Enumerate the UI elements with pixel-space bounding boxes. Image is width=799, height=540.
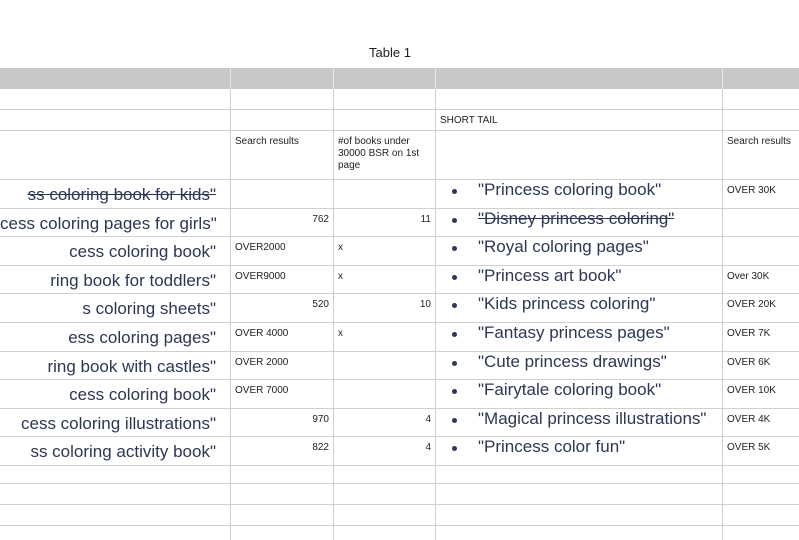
keyword-cell-left[interactable]: ss coloring activity book" xyxy=(30,442,216,462)
search-results-cell[interactable]: OVER2000 xyxy=(235,242,286,254)
bullet-icon xyxy=(452,418,457,423)
keyword-cell-right[interactable] xyxy=(436,180,722,208)
keyword-cell-left[interactable]: cess coloring book" xyxy=(69,385,216,405)
search-results-cell[interactable]: 822 xyxy=(312,442,329,454)
search-results-cell[interactable]: 520 xyxy=(312,299,329,311)
table-header-bar xyxy=(0,68,799,89)
table-row[interactable] xyxy=(0,110,799,131)
column-header-search-results-right: Search results xyxy=(727,136,791,147)
keyword-cell-left[interactable]: ss coloring book for kids" xyxy=(27,185,216,204)
bullet-icon xyxy=(452,275,457,280)
keyword-cell-left[interactable]: cess coloring pages for girls" xyxy=(0,213,217,233)
bullet-icon xyxy=(452,389,457,394)
search-results-cell-right[interactable] xyxy=(723,209,799,237)
keyword-text: "Cute princess drawings" xyxy=(478,351,667,371)
keyword-text: "Fairytale coloring book" xyxy=(478,380,662,400)
keyword-cell-left[interactable]: cess coloring illustrations" xyxy=(20,413,216,433)
search-results-cell-right[interactable]: OVER 5K xyxy=(727,442,771,454)
keyword-cell-left[interactable]: ess coloring pages" xyxy=(68,328,216,347)
keyword-text: "Princess coloring book" xyxy=(478,180,662,199)
bullet-icon xyxy=(452,218,457,223)
table-row[interactable] xyxy=(0,352,799,381)
keyword-cell-right[interactable] xyxy=(436,352,722,380)
header-separator xyxy=(722,68,723,89)
search-results-cell-right[interactable]: OVER 10K xyxy=(727,385,776,397)
table-row[interactable] xyxy=(0,237,799,266)
search-results-cell[interactable]: OVER 4000 xyxy=(235,328,289,339)
books-under-bsr-cell[interactable] xyxy=(334,380,435,408)
search-results-cell[interactable]: OVER9000 xyxy=(235,270,286,282)
keyword-text: "Royal coloring pages" xyxy=(478,237,649,257)
bullet-icon xyxy=(452,189,457,194)
spreadsheet-table xyxy=(0,68,799,540)
books-under-bsr-cell[interactable] xyxy=(334,180,435,208)
keyword-cell-right[interactable] xyxy=(436,437,722,465)
keyword-text: "Fantasy princess pages" xyxy=(478,323,670,342)
keyword-text: "Princess art book" xyxy=(478,265,622,285)
search-results-cell-right[interactable] xyxy=(723,237,799,265)
keyword-text: "Kids princess coloring" xyxy=(478,294,656,314)
books-under-bsr-cell[interactable]: x xyxy=(338,270,343,282)
search-results-cell[interactable]: OVER 7000 xyxy=(235,385,289,397)
bullet-icon xyxy=(452,303,457,308)
search-results-cell-right[interactable]: OVER 4K xyxy=(727,413,771,425)
keyword-cell-right[interactable] xyxy=(436,209,722,237)
table-header-row[interactable] xyxy=(0,131,799,180)
books-under-bsr-cell[interactable]: x xyxy=(338,242,343,254)
table-row[interactable] xyxy=(0,209,799,238)
bullet-icon xyxy=(452,246,457,251)
table-row[interactable] xyxy=(0,505,799,526)
table-row[interactable] xyxy=(0,409,799,438)
keyword-cell-right[interactable] xyxy=(436,294,722,322)
bullet-icon xyxy=(452,361,457,366)
keyword-cell-right[interactable] xyxy=(436,237,722,265)
keyword-cell-left[interactable]: ring book for toddlers" xyxy=(50,270,216,290)
books-under-bsr-cell[interactable]: 4 xyxy=(425,442,431,454)
section-label: SHORT TAIL xyxy=(440,115,498,126)
books-under-bsr-cell[interactable]: 10 xyxy=(419,299,431,311)
table-title: Table 1 xyxy=(369,45,411,60)
table-row[interactable] xyxy=(0,266,799,295)
keyword-cell-left[interactable]: ring book with castles" xyxy=(47,356,216,376)
header-separator xyxy=(230,68,231,89)
books-under-bsr-cell[interactable]: 4 xyxy=(425,413,431,425)
search-results-cell-right[interactable]: OVER 7K xyxy=(727,328,771,339)
search-results-cell[interactable]: 762 xyxy=(312,213,329,225)
keyword-cell-right[interactable] xyxy=(436,380,722,408)
keyword-text: "Magical princess illustrations" xyxy=(478,408,707,428)
search-results-cell-right[interactable]: Over 30K xyxy=(727,270,770,282)
table-row[interactable] xyxy=(0,484,799,505)
bullet-icon xyxy=(452,446,457,451)
books-under-bsr-cell[interactable]: 11 xyxy=(420,213,431,225)
books-under-bsr-cell[interactable]: x xyxy=(338,328,343,339)
keyword-text: "Princess color fun" xyxy=(478,437,626,457)
header-separator xyxy=(435,68,436,89)
search-results-cell[interactable]: 970 xyxy=(312,413,329,425)
table-row[interactable] xyxy=(0,180,799,209)
table-row[interactable] xyxy=(0,463,799,484)
keyword-cell-right[interactable] xyxy=(436,409,722,437)
table-row[interactable] xyxy=(0,380,799,409)
search-results-cell-right[interactable]: OVER 30K xyxy=(727,185,776,196)
search-results-cell[interactable]: OVER 2000 xyxy=(235,356,289,368)
header-separator xyxy=(333,68,334,89)
search-results-cell[interactable] xyxy=(231,180,333,208)
table-row[interactable] xyxy=(0,294,799,323)
column-header-search-results: Search results xyxy=(235,136,299,147)
column-header-books-under-bsr: #of books under 30000 BSR on 1st page xyxy=(338,136,420,171)
search-results-cell-right[interactable]: OVER 20K xyxy=(727,299,776,311)
table-row[interactable] xyxy=(0,323,799,352)
bullet-icon xyxy=(452,332,457,337)
keyword-cell-right[interactable] xyxy=(436,266,722,294)
keyword-text: "Disney princess coloring" xyxy=(478,208,675,228)
keyword-cell-left[interactable]: cess coloring book" xyxy=(69,242,216,262)
table-row[interactable] xyxy=(0,89,799,110)
books-under-bsr-cell[interactable] xyxy=(334,352,435,380)
keyword-cell-left[interactable]: s coloring sheets" xyxy=(82,299,216,319)
table-row[interactable] xyxy=(0,437,799,466)
search-results-cell-right[interactable]: OVER 6K xyxy=(727,356,771,368)
keyword-cell-right[interactable] xyxy=(436,323,722,351)
